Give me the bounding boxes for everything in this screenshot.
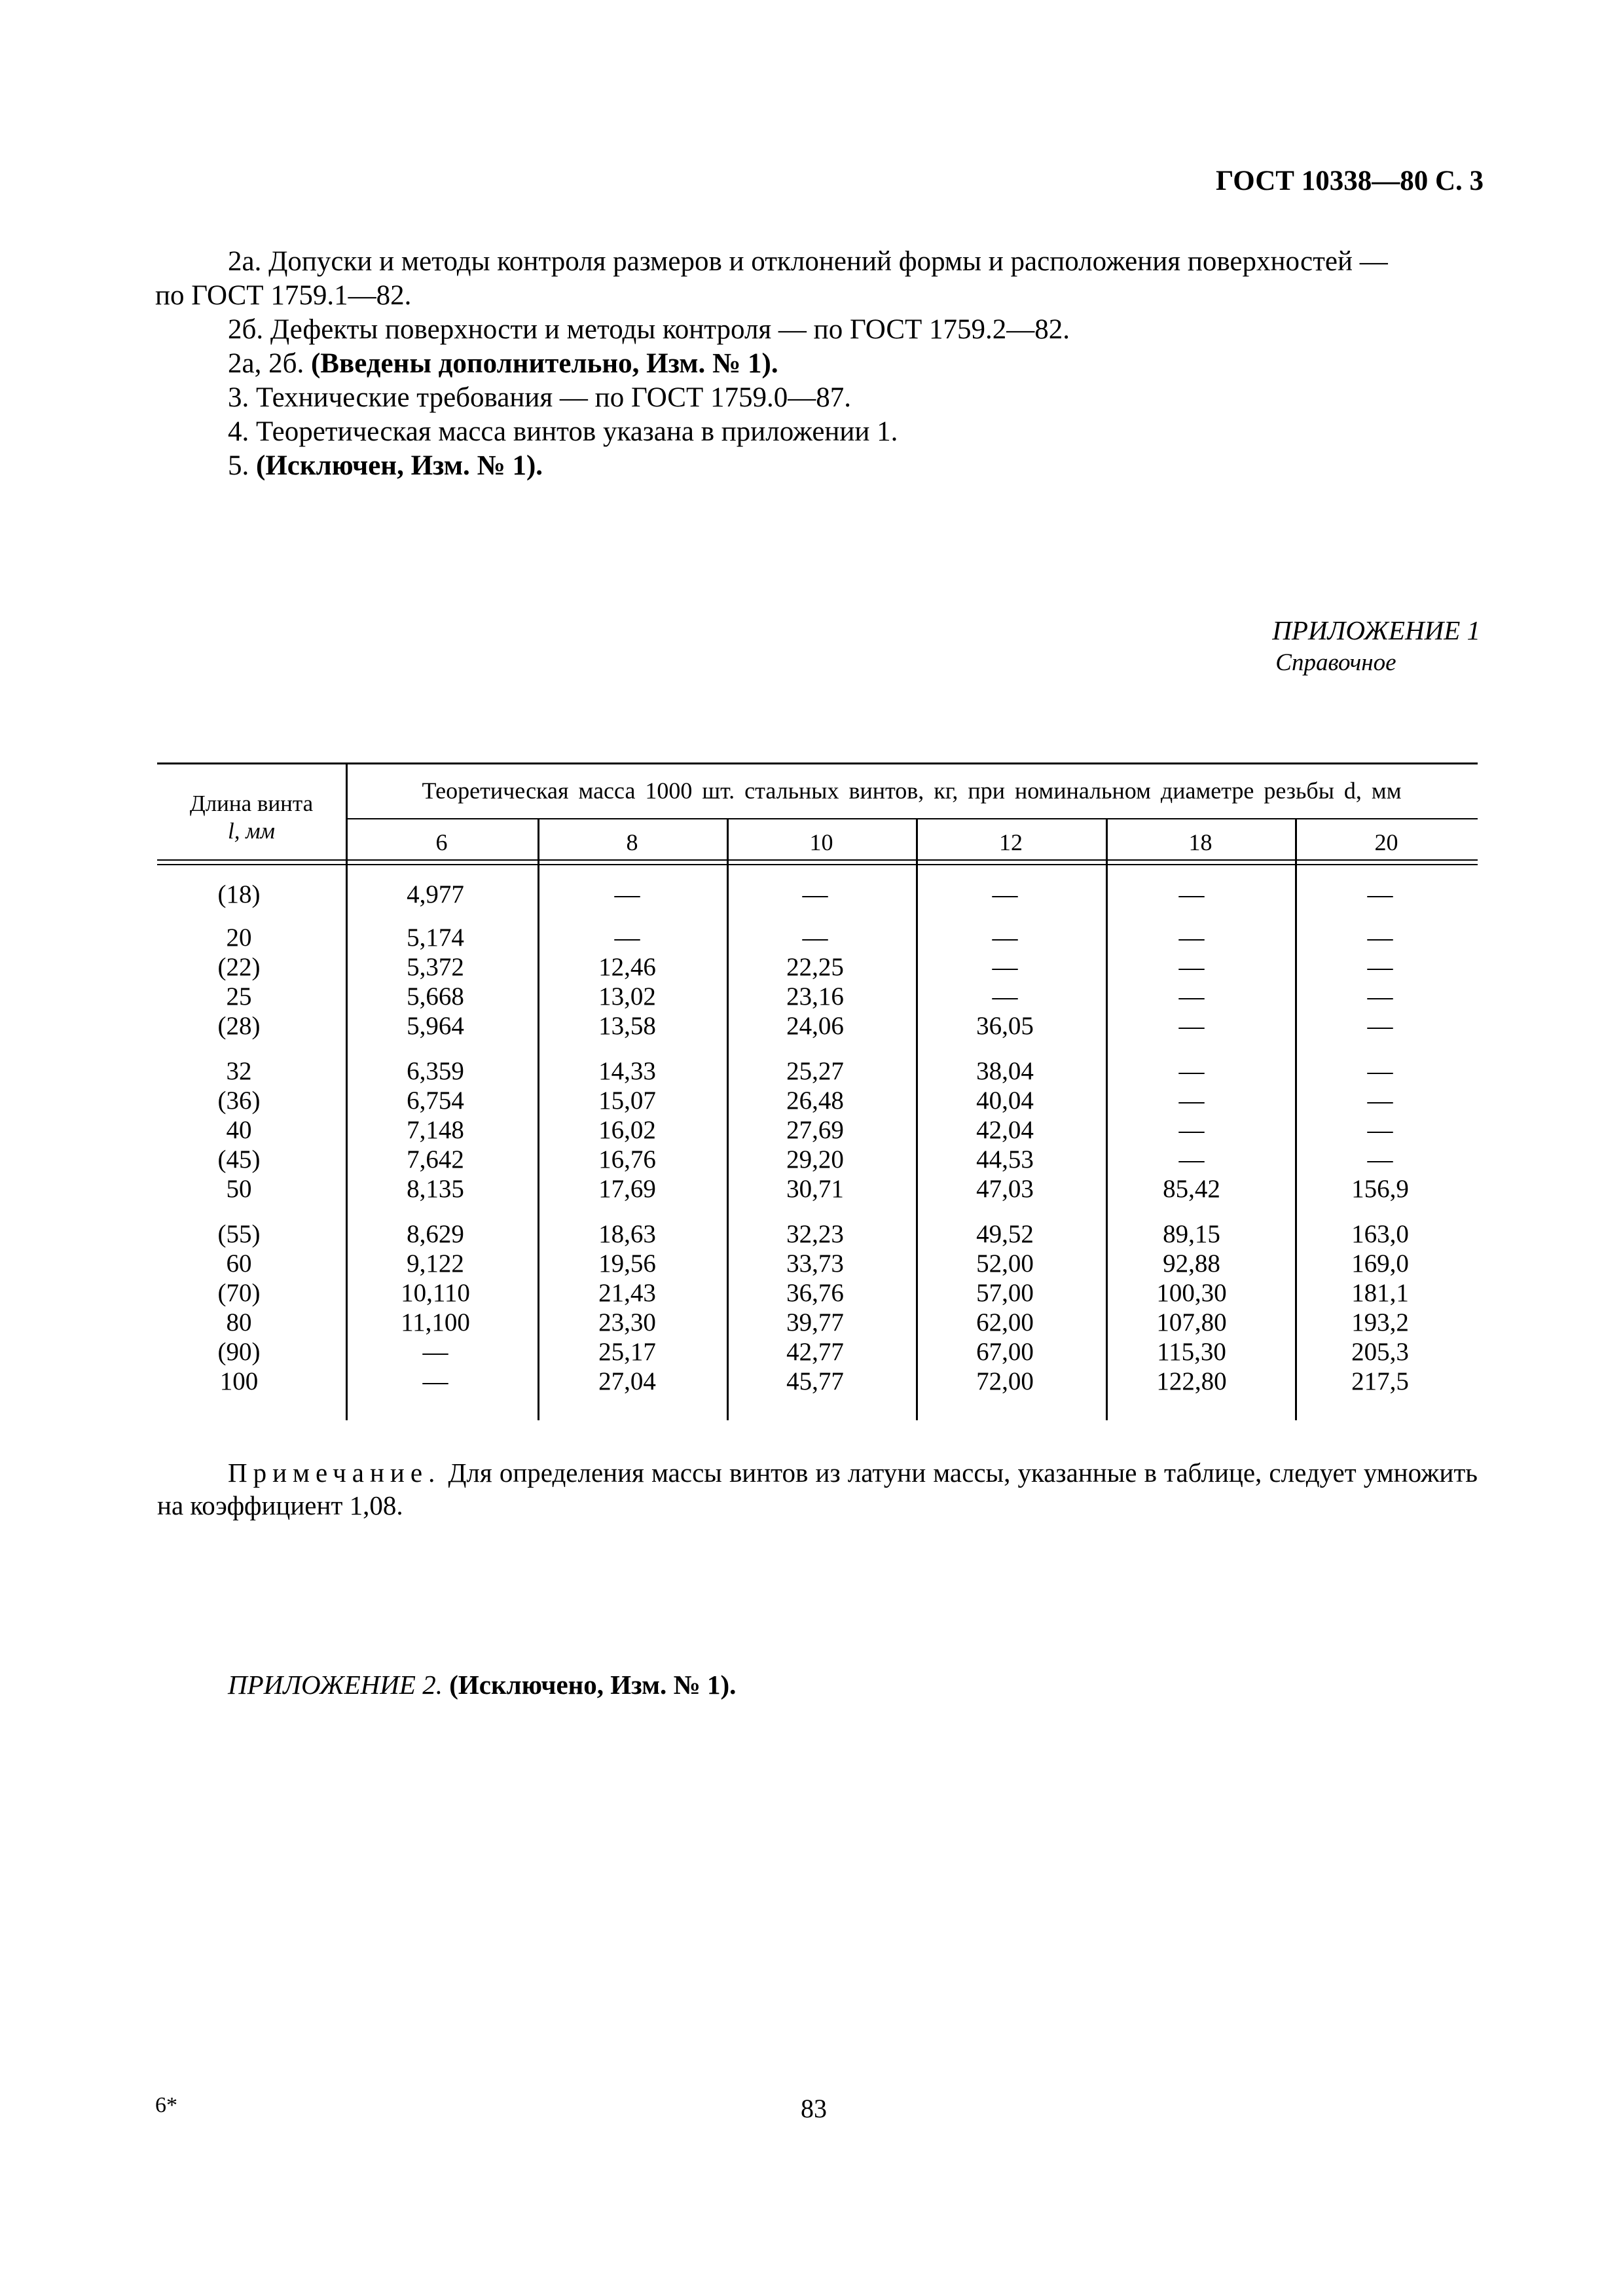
mass-cell: 16,02 xyxy=(598,1116,656,1144)
mass-cell: 11,100 xyxy=(401,1308,470,1336)
length-cell: (36) xyxy=(217,1086,261,1115)
mass-cell: 29,20 xyxy=(786,1145,844,1174)
table-header-rule-1 xyxy=(157,859,1478,861)
mass-cell: 4,977 xyxy=(407,880,464,908)
table-stub-divider xyxy=(346,762,348,1420)
mass-cell: — xyxy=(1367,1086,1393,1115)
mass-cell: 8,135 xyxy=(407,1175,464,1203)
length-cell: 32 xyxy=(226,1057,252,1085)
mass-cell: — xyxy=(1178,1145,1205,1174)
mass-cell: — xyxy=(1367,982,1393,1011)
para-5-prefix: 5. xyxy=(228,450,256,481)
length-cell: 50 xyxy=(226,1175,252,1203)
diameter-header: 8 xyxy=(626,829,638,855)
mass-cell: 39,77 xyxy=(786,1308,844,1336)
mass-cell: — xyxy=(614,924,640,952)
col-divider xyxy=(1106,819,1108,1420)
mass-cell: 26,48 xyxy=(786,1086,844,1115)
mass-cell: — xyxy=(1367,953,1393,981)
mass-cell: 45,77 xyxy=(786,1367,844,1395)
mass-cell: — xyxy=(422,1338,448,1366)
para-2a-line1: 2а. Допуски и методы контроля размеров и отклонений формы и расположения поверхностей — xyxy=(228,246,1388,277)
mass-cell: 10,110 xyxy=(401,1279,470,1307)
diameter-header: 10 xyxy=(809,829,833,855)
mass-cell: — xyxy=(1367,924,1393,952)
mass-cell: 14,33 xyxy=(598,1057,656,1085)
mass-cell: 25,17 xyxy=(598,1338,656,1366)
para-2ab-prefix: 2а, 2б. xyxy=(228,348,311,379)
mass-cell: — xyxy=(1178,1012,1205,1040)
length-cell: 100 xyxy=(219,1367,259,1395)
length-cell: 80 xyxy=(226,1308,252,1336)
length-cell: 25 xyxy=(226,982,252,1011)
mass-cell: 15,07 xyxy=(598,1086,656,1115)
mass-cell: — xyxy=(992,924,1018,952)
para-4: 4. Теоретическая масса винтов указана в приложении 1. xyxy=(228,416,898,447)
length-cell: 20 xyxy=(226,924,252,952)
appendix-2-amendment: (Исключено, Изм. № 1). xyxy=(442,1670,737,1700)
appendix-1-heading xyxy=(1272,614,1480,679)
mass-cell: 7,642 xyxy=(407,1145,464,1174)
mass-cell: 22,25 xyxy=(786,953,844,981)
length-cell: (22) xyxy=(217,953,261,981)
mass-cell: — xyxy=(1178,1086,1205,1115)
para-3: 3. Технические требования — по ГОСТ 1759.0—87. xyxy=(228,382,852,413)
mass-cell: 16,76 xyxy=(598,1145,656,1174)
span-header: Теоретическая масса 1000 шт. стальных винтов, кг, при номинальном диаметре резьбы d, мм xyxy=(422,778,1402,804)
mass-cell: 27,69 xyxy=(786,1116,844,1144)
mass-cell: — xyxy=(992,982,1018,1011)
mass-cell: 42,77 xyxy=(786,1338,844,1366)
mass-cell: — xyxy=(614,880,640,908)
mass-cell: 17,69 xyxy=(598,1175,656,1203)
mass-cell: 62,00 xyxy=(976,1308,1034,1336)
para-2ab-amendment: (Введены дополнительно, Изм. № 1). xyxy=(310,348,778,379)
mass-cell: 9,122 xyxy=(407,1249,464,1278)
mass-cell: 107,80 xyxy=(1156,1308,1227,1336)
length-cell: (70) xyxy=(217,1279,261,1307)
mass-cell: 169,0 xyxy=(1351,1249,1409,1278)
mass-cell: — xyxy=(1367,1057,1393,1085)
mass-cell: 30,71 xyxy=(786,1175,844,1203)
mass-cell: 38,04 xyxy=(976,1057,1034,1085)
mass-cell: 40,04 xyxy=(976,1086,1034,1115)
diameter-header: 6 xyxy=(435,829,448,855)
diameter-header: 18 xyxy=(1188,829,1213,855)
mass-cell: 85,42 xyxy=(1163,1175,1220,1203)
stub-header-line2: l, мм xyxy=(228,818,275,844)
table-subheader-rule xyxy=(346,818,1478,819)
mass-table xyxy=(157,762,1478,1420)
mass-cell: 72,00 xyxy=(976,1367,1034,1395)
length-cell: (45) xyxy=(217,1145,261,1174)
mass-cell: 100,30 xyxy=(1156,1279,1227,1307)
mass-cell: 156,9 xyxy=(1351,1175,1409,1203)
mass-cell: 163,0 xyxy=(1351,1220,1409,1248)
note-label: Примечание. xyxy=(228,1458,441,1488)
mass-cell: 47,03 xyxy=(976,1175,1034,1203)
mass-cell: 5,668 xyxy=(407,982,464,1011)
page-number: 83 xyxy=(801,2094,827,2123)
length-cell: (18) xyxy=(217,880,261,908)
mass-cell: 5,174 xyxy=(407,924,464,952)
appendix-2-title: ПРИЛОЖЕНИЕ 2. xyxy=(228,1670,443,1700)
mass-cell: 42,04 xyxy=(976,1116,1034,1144)
mass-cell: 36,05 xyxy=(976,1012,1034,1040)
appendix-2-line xyxy=(228,1669,736,1700)
table-header-rule-2 xyxy=(157,864,1478,865)
mass-cell: 44,53 xyxy=(976,1145,1034,1174)
mass-cell: 24,06 xyxy=(786,1012,844,1040)
length-cell: (90) xyxy=(217,1338,261,1366)
mass-cell: 217,5 xyxy=(1351,1367,1409,1395)
mass-cell: 8,629 xyxy=(407,1220,464,1248)
mass-cell: 33,73 xyxy=(786,1249,844,1278)
length-cell: (55) xyxy=(217,1220,261,1248)
mass-cell: 5,372 xyxy=(407,953,464,981)
mass-cell: 52,00 xyxy=(976,1249,1034,1278)
mass-cell: 193,2 xyxy=(1351,1308,1409,1336)
mass-cell: — xyxy=(992,953,1018,981)
mass-cell: 89,15 xyxy=(1163,1220,1220,1248)
mass-cell: 92,88 xyxy=(1163,1249,1220,1278)
mass-cell: — xyxy=(1178,1116,1205,1144)
mass-cell: — xyxy=(1367,1116,1393,1144)
col-divider xyxy=(1295,819,1297,1420)
mass-cell: 6,359 xyxy=(407,1057,464,1085)
footer-sheet-mark: 6* xyxy=(155,2093,177,2117)
mass-cell: 122,80 xyxy=(1156,1367,1227,1395)
length-cell: 40 xyxy=(226,1116,252,1144)
mass-cell: — xyxy=(1178,1057,1205,1085)
mass-cell: 6,754 xyxy=(407,1086,464,1115)
mass-cell: — xyxy=(992,880,1018,908)
table-note xyxy=(157,1456,1478,1522)
mass-cell: — xyxy=(1367,880,1393,908)
para-2b: 2б. Дефекты поверхности и методы контроля — по ГОСТ 1759.2—82. xyxy=(228,314,1070,345)
mass-cell: 21,43 xyxy=(598,1279,656,1307)
mass-cell: — xyxy=(1178,982,1205,1011)
mass-cell: — xyxy=(802,880,828,908)
stub-header-line1: Длина винта xyxy=(189,791,314,816)
diameter-header: 12 xyxy=(999,829,1023,855)
para-5 xyxy=(228,449,543,483)
diameter-header: 20 xyxy=(1374,829,1398,855)
mass-cell: 25,27 xyxy=(786,1057,844,1085)
appendix-1-title: ПРИЛОЖЕНИЕ 1 xyxy=(1272,615,1480,645)
length-cell: 60 xyxy=(226,1249,252,1278)
mass-cell: 115,30 xyxy=(1157,1338,1226,1366)
mass-cell: — xyxy=(1367,1145,1393,1174)
mass-cell: 23,30 xyxy=(598,1308,656,1336)
mass-cell: 36,76 xyxy=(786,1279,844,1307)
mass-cell: 23,16 xyxy=(786,982,844,1011)
mass-cell: 18,63 xyxy=(598,1220,656,1248)
stub-header xyxy=(157,790,346,845)
appendix-1-subtitle: Справочное xyxy=(1275,649,1396,676)
mass-cell: 13,02 xyxy=(598,982,656,1011)
table-top-rule xyxy=(157,762,1478,764)
mass-cell: 5,964 xyxy=(407,1012,464,1040)
col-divider xyxy=(538,819,539,1420)
mass-cell: 7,148 xyxy=(407,1116,464,1144)
col-divider xyxy=(916,819,918,1420)
para-5-amendment: (Исключен, Изм. № 1). xyxy=(256,450,543,481)
note-text: Для определения массы винтов из латуни массы, указанные в таблице, следует умножить на коэффициент 1,08. xyxy=(157,1458,1478,1520)
para-2a-line2: по ГОСТ 1759.1—82. xyxy=(155,280,412,311)
mass-cell: 181,1 xyxy=(1351,1279,1409,1307)
mass-cell: — xyxy=(1367,1012,1393,1040)
mass-cell: — xyxy=(802,924,828,952)
mass-cell: 57,00 xyxy=(976,1279,1034,1307)
mass-cell: — xyxy=(1178,880,1205,908)
mass-cell: — xyxy=(1178,924,1205,952)
document-header: ГОСТ 10338—80 С. 3 xyxy=(1215,166,1484,196)
para-2ab xyxy=(228,347,778,381)
mass-cell: 12,46 xyxy=(598,953,656,981)
mass-cell: — xyxy=(422,1367,448,1395)
mass-cell: 13,58 xyxy=(598,1012,656,1040)
mass-cell: 19,56 xyxy=(598,1249,656,1278)
length-cell: (28) xyxy=(217,1012,261,1040)
mass-cell: 67,00 xyxy=(976,1338,1034,1366)
mass-cell: — xyxy=(1178,953,1205,981)
col-divider xyxy=(727,819,729,1420)
mass-cell: 49,52 xyxy=(976,1220,1034,1248)
mass-cell: 205,3 xyxy=(1351,1338,1409,1366)
mass-cell: 32,23 xyxy=(786,1220,844,1248)
mass-cell: 27,04 xyxy=(598,1367,656,1395)
